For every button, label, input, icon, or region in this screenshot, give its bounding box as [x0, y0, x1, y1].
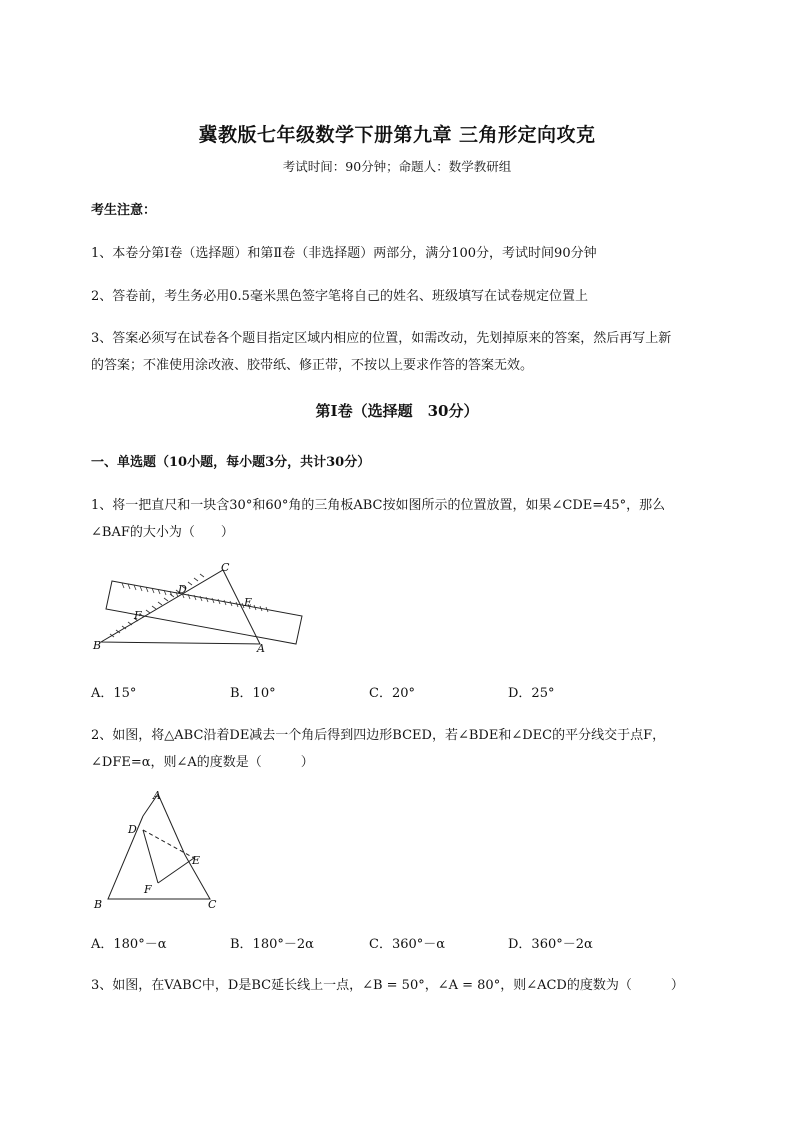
label-a: A	[153, 789, 161, 802]
notice-item: 1、本卷分第I卷（选择题）和第Ⅱ卷（非选择题）两部分，满分100分，考试时间90分钟	[91, 246, 597, 261]
q1-option-d[interactable]: D．25°	[508, 686, 555, 701]
q2-option-d[interactable]: D．360°－2α	[508, 937, 593, 952]
question-2-stem: 2、如图，将△ABC沿着DE减去一个角后得到四边形BCED，若∠BDE和∠DEC的平分线交于点F，	[91, 728, 666, 743]
section-heading: 一、单选题（10小题，每小题3分，共计30分）	[91, 455, 371, 470]
question-2-stem-cont: ∠DFE=α，则∠A的度数是（ ）	[91, 755, 314, 770]
question-1-stem-cont: ∠BAF的大小为（ ）	[91, 525, 234, 540]
q2-option-b[interactable]: B．180°－2α	[230, 937, 314, 952]
label-c: C	[208, 898, 217, 911]
q1-option-a[interactable]: A．15°	[91, 686, 137, 701]
cut-line-de	[143, 830, 194, 858]
label-d: D	[178, 583, 187, 596]
label-e: E	[192, 854, 201, 867]
q2-option-a[interactable]: A．180°－α	[91, 937, 167, 952]
label-d: D	[128, 823, 137, 836]
label-b: B	[94, 898, 103, 911]
notice-item: 2、答卷前，考生务必用0.5毫米黑色签字笔将自己的姓名、班级填写在试卷规定位置上	[91, 289, 588, 304]
exam-subtitle: 考试时间：90分钟；命题人：数学教研组	[282, 159, 512, 174]
label-e: E	[244, 596, 253, 609]
notice-item: 3、答案必须写在试卷各个题目指定区域内相应的位置，如需改动，先划掉原来的答案，然后再写上新	[91, 331, 672, 346]
label-f: F	[144, 883, 152, 896]
notice-heading: 考生注意：	[91, 203, 157, 218]
exam-title: 冀教版七年级数学下册第九章 三角形定向攻克	[198, 124, 596, 146]
question-2-figure	[88, 782, 228, 914]
label-b: B	[93, 639, 102, 652]
label-f: F	[134, 609, 142, 622]
question-1-figure	[88, 558, 308, 658]
q1-option-c[interactable]: C．20°	[369, 686, 415, 701]
q1-option-b[interactable]: B．10°	[230, 686, 276, 701]
q2-option-c[interactable]: C．360°－α	[369, 937, 446, 952]
notice-item: 的答案；不准使用涂改液、胶带纸、修正带，不按以上要求作答的答案无效。	[91, 358, 534, 373]
label-c: C	[221, 561, 230, 574]
part-title: 第I卷（选择题 30分）	[315, 402, 479, 420]
question-3-stem: 3、如图，在VABC中，D是BC延长线上一点，∠B = 50°，∠A = 80°，则∠ACD的度数为（ ）	[91, 978, 684, 993]
question-1-stem: 1、将一把直尺和一块含30°和60°角的三角板ABC按如图所示的位置放置，如果∠CDE=45°，那么	[91, 498, 666, 513]
label-a: A	[257, 642, 265, 655]
